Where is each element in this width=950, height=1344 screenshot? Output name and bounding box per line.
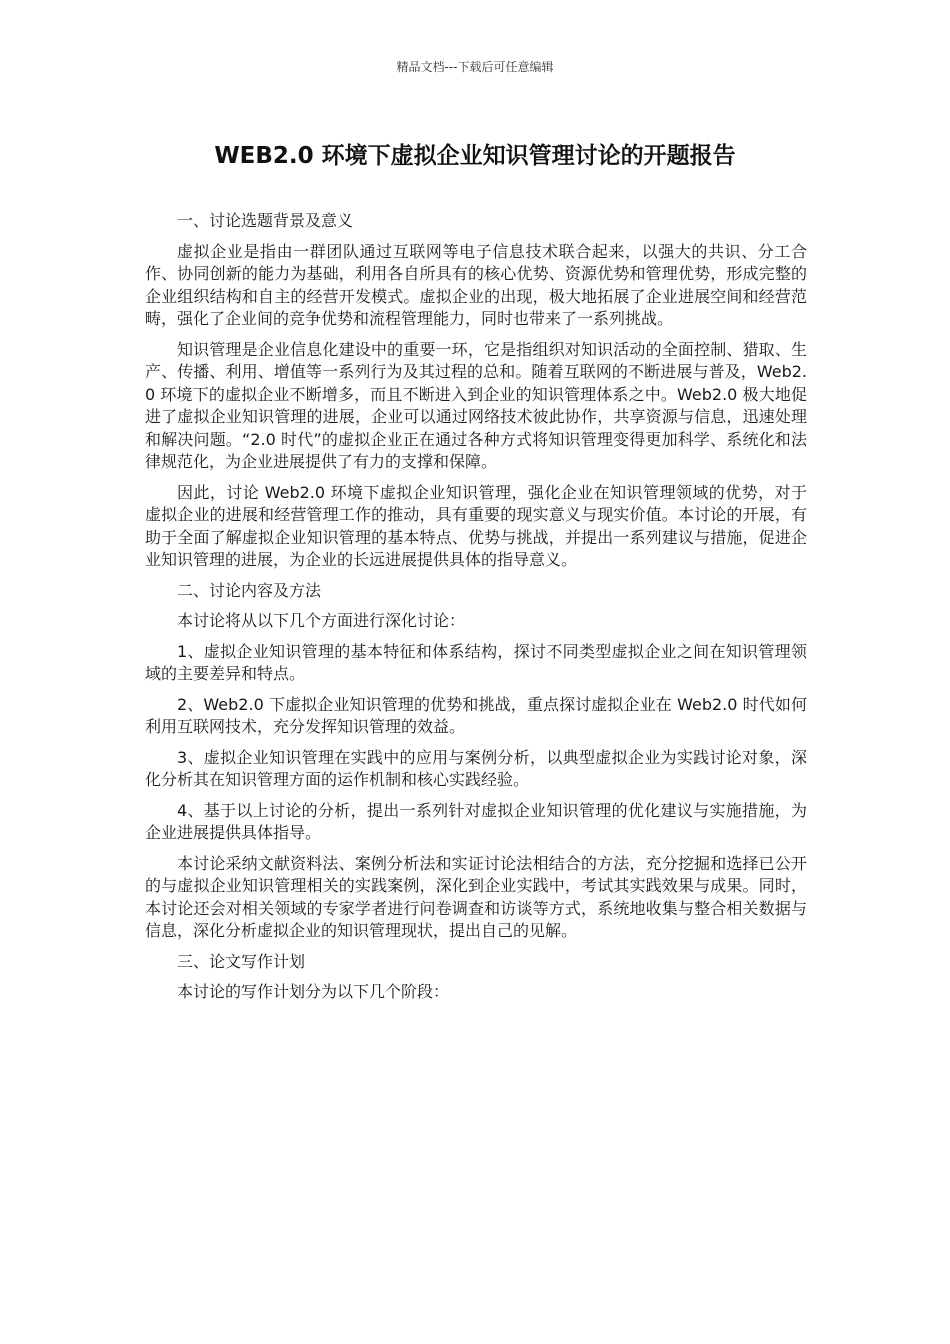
list-item-3: 3、虚拟企业知识管理在实践中的应用与案例分析，以典型虚拟企业为实践讨论对象，深化分析其在知识管理方面的运作机制和核心实践经验。 xyxy=(145,747,807,789)
section-heading-writing-plan: 三、论文写作计划 xyxy=(177,951,306,971)
document-title: WEB2.0 环境下虚拟企业知识管理讨论的开题报告 xyxy=(214,143,736,169)
paragraph-significance: 因此，讨论 Web2.0 环境下虚拟企业知识管理，强化企业在知识管理领域的优势，对于虚拟企业的进展和经营管理工作的推动，具有重要的现实意义与现实价值。本讨论的开展，有助于全面了解虚拟企业知识管理的基本特点、优势与挑战，并提出一系列建议与措施，促进企业知识管理的进展，为企业的长远进展提供具体的指导意义。 xyxy=(145,482,807,569)
paragraph-knowledge-management: 知识管理是企业信息化建设中的重要一环，它是指组织对知识活动的全面控制、猎取、生产、传播、利用、增值等一系列行为及其过程的总和。随着互联网的不断进展与普及，Web2.0 环境下的虚拟企业不断增多，而且不断进入到企业的知识管理体系之中。Web2.0 极大地促进了虚拟企业知识管理的进展，企业可以通过网络技术彼此协作，共享资源与信息，迅速处理和解决问题。“2.0 时代”的虚拟企业正在通过各种方式将知识管理变得更加科学、系统化和法律规范化，为企业进展提供了有力的支撑和保障。 xyxy=(145,339,807,471)
page-header: 精品文档---下载后可任意编辑 xyxy=(396,60,554,74)
section-heading-background: 一、讨论选题背景及意义 xyxy=(177,211,354,230)
section-heading-content-method: 二、讨论内容及方法 xyxy=(177,580,322,600)
document-body xyxy=(145,210,807,1012)
paragraph-content-intro: 本讨论将从以下几个方面进行深化讨论： xyxy=(177,611,466,630)
list-item-4: 4、基于以上讨论的分析，提出一系列针对虚拟企业知识管理的优化建议与实施措施，为企业进展提供具体指导。 xyxy=(145,800,807,842)
list-item-1: 1、虚拟企业知识管理的基本特征和体系结构，探讨不同类型虚拟企业之间在知识管理领域的主要差异和特点。 xyxy=(145,641,807,683)
paragraph-method: 本讨论采纳文献资料法、案例分析法和实证讨论法相结合的方法，充分挖掘和选择已公开的与虚拟企业知识管理相关的实践案例，深化到企业实践中，考试其实践效果与成果。同时，本讨论还会对相关领域的专家学者进行问卷调查和访谈等方式，系统地收集与整合相关数据与信息，深化分析虚拟企业的知识管理现状，提出自己的见解。 xyxy=(145,853,807,940)
paragraph-plan-intro: 本讨论的写作计划分为以下几个阶段： xyxy=(177,982,450,1001)
paragraph-virtual-enterprise: 虚拟企业是指由一群团队通过互联网等电子信息技术联合起来，以强大的共识、分工合作、协同创新的能力为基础，利用各自所具有的核心优势、资源优势和管理优势，形成完整的企业组织结构和自主的经营开发模式。虚拟企业的出现，极大地拓展了企业进展空间和经营范畴，强化了企业间的竞争优势和流程管理能力，同时也带来了一系列挑战。 xyxy=(145,241,807,328)
list-item-2: 2、Web2.0 下虚拟企业知识管理的优势和挑战，重点探讨虚拟企业在 Web2.0 时代如何利用互联网技术，充分发挥知识管理的效益。 xyxy=(145,694,807,736)
